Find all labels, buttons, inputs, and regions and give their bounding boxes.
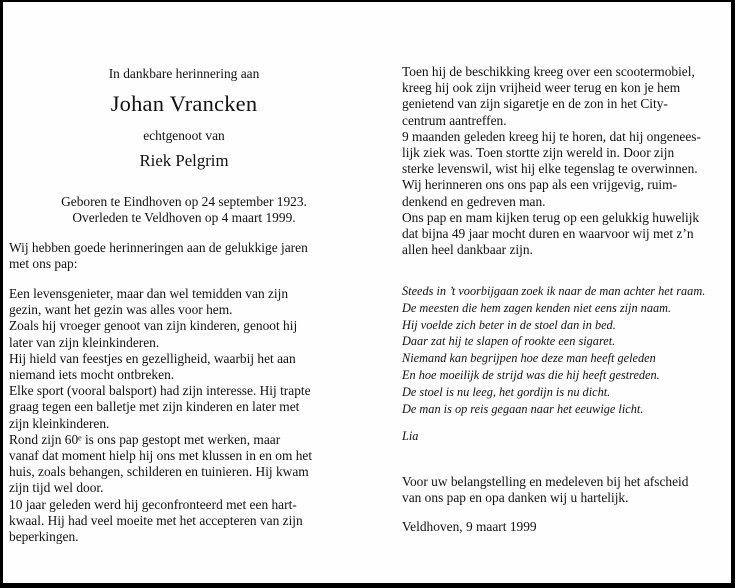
death-line: Overleden te Veldhoven op 4 maart 1999. (72, 210, 296, 226)
life-dates (3, 194, 365, 226)
place-date: Veldhoven, 9 maart 1999 (402, 519, 537, 534)
poem-line: En hoe moeilijk de strijd was die hij heeft gestreden. (402, 367, 660, 382)
text-line: Rond zijn 60ᵉ is ons pap gestopt met werken, maar (9, 431, 281, 447)
text-line: Wij hebben goede herinneringen aan de gelukkige jaren (9, 240, 308, 255)
left-page (3, 2, 365, 583)
birth-line: Geboren te Eindhoven op 24 september 1923. (61, 194, 307, 209)
thanks-text (402, 474, 702, 506)
text-line: graag tegen een balletje met zijn kinderen en later met (9, 399, 300, 415)
text-line: dat bijna 49 jaar mocht duren en waarvoor wij met z’n (402, 226, 694, 242)
text-line: sterke levenswil, wist hij elke tegenslag te overwinnen. (402, 161, 698, 177)
text-line: van ons pap en opa danken wij u hartelijk. (402, 490, 629, 506)
text-line: centrum aantreffen. (402, 112, 507, 128)
text-line: zijn tijd wel door. (9, 480, 104, 496)
spouse-name: Riek Pelgrim (139, 151, 229, 170)
memories-intro (9, 240, 308, 272)
text-line: Toen hij de beschikking kreeg over een scootermobiel, (402, 64, 695, 79)
text-line: met ons pap: (9, 256, 78, 272)
text-line: niemand iets mocht ontbreken. (9, 367, 175, 383)
text-line: kreeg hij ook zijn vrijheid weer terug en kon je hem (402, 80, 681, 96)
text-line: Zoals hij vroeger genoot van zijn kinderen, genoot hij (9, 318, 298, 334)
spouse-label: echtgenoot van (143, 128, 225, 143)
text-line: Wij herinneren ons ons pap als een vrijgevig, ruim- (402, 177, 678, 193)
memorial-card (3, 2, 731, 583)
intro-text: In dankbare herinnering aan (108, 66, 260, 81)
text-line: kwaal. Hij had veel moeite met het accepteren van zijn (9, 512, 303, 528)
text-line: Elke sport (vooral balsport) had zijn interesse. Hij trapte (9, 383, 311, 399)
memories-body (9, 286, 313, 545)
text-line: 10 jaar geleden werd hij geconfronteerd met een hart- (9, 496, 297, 512)
poem-line: De meesten die hem zagen kenden niet eens zijn naam. (402, 300, 672, 315)
text-line: Ons pap en mam kijken terug op een gelukkig huwelijk (402, 209, 700, 225)
story-continued (402, 64, 702, 258)
text-line: 9 maanden geleden kreeg hij te horen, dat hij ongenees- (402, 128, 701, 144)
poem (402, 283, 722, 417)
text-line: allen heel dankbaar zijn. (402, 242, 533, 258)
text-line: vanaf dat moment hielp hij ons met klussen in en om het (9, 448, 313, 464)
text-line: Hij hield van feestjes en gezelligheid, waarbij het aan (9, 350, 296, 366)
text-line: gezin, want het gezin was alles voor hem. (9, 302, 233, 318)
poem-signature: Lia (402, 429, 419, 443)
poem-line: Daar zat hij te slapen of rookte een sigaret. (402, 334, 616, 349)
poem-line: Steeds in ’t voorbijgaan zoek ik naar de man achter het raam. (402, 284, 706, 298)
text-line: zijn kleinkinderen. (9, 415, 110, 431)
poem-line: Niemand kan begrijpen hoe deze man heeft geleden (402, 351, 656, 366)
text-line: later van zijn kleinkinderen. (9, 334, 160, 350)
text-line: genietend van zijn sigaretje en de zon in het City- (402, 96, 668, 112)
text-line: beperkingen. (9, 529, 79, 545)
poem-line: De stoel is nu leeg, het gordijn is nu dicht. (402, 384, 611, 399)
deceased-name: Johan Vrancken (110, 91, 258, 116)
text-line: lijk ziek was. Toen stortte zijn wereld in. Door zijn (402, 145, 675, 161)
poem-line: De man is op reis gegaan naar het eeuwige licht. (402, 401, 644, 416)
poem-line: Hij voelde zich beter in de stoel dan in bed. (402, 317, 616, 332)
text-line: Een levensgenieter, maar dan wel temidden van zijn (9, 286, 289, 301)
text-line: Voor uw belangstelling en medeleven bij het afscheid (402, 474, 689, 489)
right-page (367, 2, 731, 583)
text-line: denkend en gedreven man. (402, 193, 546, 209)
text-line: huis, zoals behangen, schilderen en tuinieren. Hij kwam (9, 464, 309, 480)
